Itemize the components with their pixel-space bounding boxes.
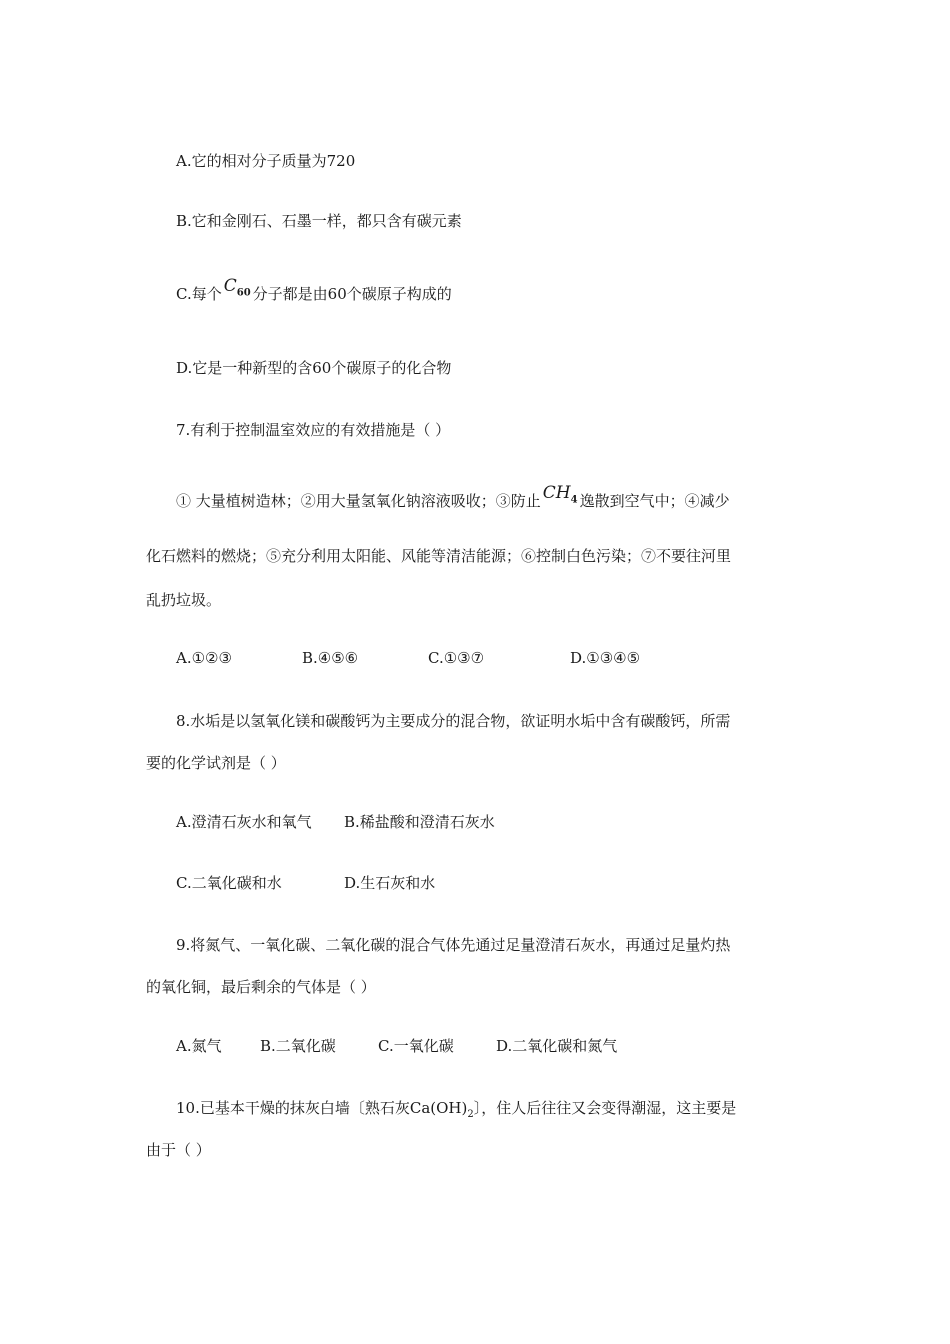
q8-stem-line2: 要的化学试剂是（ ）: [146, 754, 286, 772]
q7-items-line1: [176, 483, 730, 518]
q9-option-c: C.一氧化碳: [378, 1037, 454, 1055]
q7-option-a: A.①②③: [176, 649, 232, 667]
q7-items-line1-suffix: 逸散到空气中；④减少: [579, 492, 730, 510]
q9-option-a: A.氮气: [176, 1037, 222, 1055]
formula-c60-base: C: [223, 276, 237, 296]
q10-stem-line2: 由于（ ）: [146, 1141, 211, 1159]
q8-stem-line1: 8.水垢是以氢氧化镁和碳酸钙为主要成分的混合物，欲证明水垢中含有碳酸钙，所需: [176, 712, 731, 730]
q6-option-c-suffix: 分子都是由60个碳原子构成的: [252, 285, 452, 303]
q7-option-d: D.①③④⑤: [570, 649, 641, 667]
q10-stem-line1-sub: 2: [467, 1109, 474, 1120]
q9-option-d: D.二氧化碳和氮气: [496, 1037, 618, 1055]
q7-option-c: C.①③⑦: [428, 649, 485, 667]
q7-items-line1-prefix: ① 大量植树造林；②用大量氢氧化钠溶液吸收；③防止: [176, 492, 541, 510]
formula-c60: [223, 276, 251, 299]
formula-ch4: [542, 483, 578, 506]
q6-option-d: D.它是一种新型的含60个碳原子的化合物: [176, 359, 452, 377]
formula-c60-sub: 60: [236, 287, 251, 299]
q8-option-a: A.澄清石灰水和氧气: [176, 813, 312, 831]
q8-option-d: D.生石灰和水: [344, 874, 436, 892]
formula-ch4-sub: 4: [570, 494, 578, 506]
q7-option-b: B.④⑤⑥: [302, 649, 359, 667]
q6-option-b: B.它和金刚石、石墨一样，都只含有碳元素: [176, 212, 462, 230]
q9-stem-line2: 的氧化铜，最后剩余的气体是（ ）: [146, 978, 376, 996]
q10-stem-line1-suffix: 〕，住人后往往又会变得潮湿，这主要是: [473, 1099, 737, 1117]
q9-option-b: B.二氧化碳: [260, 1037, 336, 1055]
q9-stem-line1: 9.将氮气、一氧化碳、二氧化碳的混合气体先通过足量澄清石灰水，再通过足量灼热: [176, 936, 731, 954]
formula-ch4-base: CH: [542, 483, 571, 503]
q6-option-a: A.它的相对分子质量为720: [176, 152, 356, 170]
q8-option-c: C.二氧化碳和水: [176, 874, 282, 892]
q10-stem-line1: [176, 1098, 736, 1125]
q10-stem-line1-prefix: 10.已基本干燥的抹灰白墙〔熟石灰Ca(OH): [176, 1099, 468, 1117]
q7-items-line2: 化石燃料的燃烧；⑤充分利用太阳能、风能等清洁能源；⑥控制白色污染；⑦不要往河里: [146, 547, 732, 565]
q6-option-c: [176, 276, 452, 311]
q7-items-line3: 乱扔垃圾。: [146, 591, 222, 609]
q6-option-c-prefix: C.每个: [176, 285, 222, 303]
q8-option-b: B.稀盐酸和澄清石灰水: [344, 813, 495, 831]
q7-stem: 7.有利于控制温室效应的有效措施是（ ）: [176, 421, 451, 439]
